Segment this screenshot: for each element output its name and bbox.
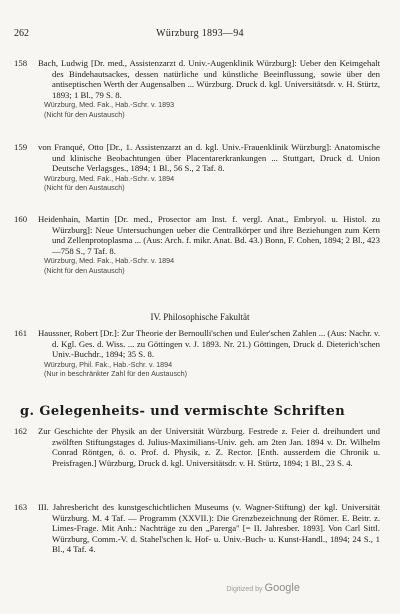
entry-text: Bach, Ludwig [Dr. med., Assistenzarzt d. Univ.-Augenklinik Würzburg]: Ueber den Keimgehalt des Bindehautsackes, dessen natürliche und künstliche Beeinflussung, sowie über den antiseptischen Werth der Augensalben ... Würzburg. Druck d. kgl. Universitätsdr. v. H. Stürtz, 1893; 1 Bl., 79 S. 8.: [38, 58, 380, 100]
google-logo-text: Google: [264, 582, 300, 594]
entry-note: (Nicht für den Austausch): [44, 265, 125, 275]
entry-text: Zur Geschichte der Physik an der Universität Würzburg. Festrede z. Feier d. dreihundert und zwölften Stiftungstages d. Julius-Maximilians-Univ. geh. am 2ten Jan. 1894 v. Dr. Wilhelm Conrad Röntgen, ö. o. Prof. d. Physik, z. Z. Rector. [Enth. ausserdem die Chronik u. Preisfragen.] Würzburg, Druck d. kgl. Universitätsdr. v. H. Stürtz, 1894; 1 Bl., 23 S. 4.: [38, 426, 380, 468]
chapter-heading: g. Gelegenheits- und vermischte Schriften: [20, 404, 346, 419]
entry-note: Würzburg, Phil. Fak., Hab.-Schr. v. 1894: [44, 359, 173, 369]
entry-note: (Nicht für den Austausch): [44, 109, 125, 119]
section-heading: IV. Philosophische Fakultät: [150, 312, 250, 322]
entry-text: von Franqué, Otto [Dr., 1. Assistenzarzt an d. kgl. Univ.-Frauenklinik Würzburg]: Anatomische und klinische Beobachtungen über Placentarerkrankungen ... Stuttgart, Druck d. Union Deutsche Verlagsges., 1894; 1 Bl., 56 S., 2 Taf. 8.: [38, 142, 380, 174]
entry-note: (Nur in beschränkter Zahl für den Austausch): [44, 368, 188, 378]
entry-note: (Nicht für den Austausch): [44, 182, 125, 192]
entry-number: 160: [14, 214, 28, 224]
entry-number: 162: [14, 426, 28, 436]
entry-text: III. Jahresbericht des kunstgeschichtlichen Museums (v. Wagner-Stiftung) der kgl. Universität Würzburg. M. 4 Taf. — Programm (XXVII.): Die Grenzbezeichnung der Römer. E. Beitr. z. Limes-Frage. Mit Anh.: Nachträge zu den „Parerga" [= II. Jahresber. 1893]. Von Carl Sittl. Würzburg, Comm.-V. d. Stahel'schen k. Hof- u. Univ.-Buch- u. Kunst-Handl., 1894; 24 S., 1 Bl., 4 Taf. 4.: [38, 502, 380, 555]
entry-number: 161: [14, 328, 28, 338]
entry-note: Würzburg, Med. Fak., Hab.-Schr. v. 1893: [44, 100, 175, 110]
entry-text: Haussner, Robert [Dr.]: Zur Theorie der Bernoulli'schen und Euler'schen Zahlen ... (Aus: Nachr. v. d. Kgl. Ges. d. Wiss. ... zu Göttingen v. J. 1893. Nr. 21.) Göttingen, Druck d. Dieterich'schen Univ.-Buchdr., 1894; 35 S. 8.: [38, 328, 380, 360]
watermark-prefix: Digitized by: [226, 586, 263, 593]
page-number: 262: [14, 28, 29, 39]
entry-number: 158: [14, 58, 28, 68]
running-title: Würzburg 1893—94: [156, 28, 244, 39]
entry-note: Würzburg, Med. Fak., Hab.-Schr. v. 1894: [44, 256, 175, 266]
entry-note: Würzburg, Med. Fak., Hab.-Schr. v. 1894: [44, 173, 175, 183]
google-watermark: [226, 582, 300, 594]
entry-number: 163: [14, 502, 28, 512]
page-header: [14, 28, 386, 42]
entry-number: 159: [14, 142, 28, 152]
entry-text: Heidenhain, Martin [Dr. med., Prosector am Inst. f. vergl. Anat., Embryol. u. Histol. zu Würzburg]: Neue Untersuchungen ueber die Centralkörper und ihre Beziehungen zum Kern und Zellenprotoplasma ... (Aus: Arch. f. mikr. Anat. Bd. 43.) Bonn, F. Cohen, 1894; 2 Bl., 423—758 S., 7 Taf. 8.: [38, 214, 380, 256]
